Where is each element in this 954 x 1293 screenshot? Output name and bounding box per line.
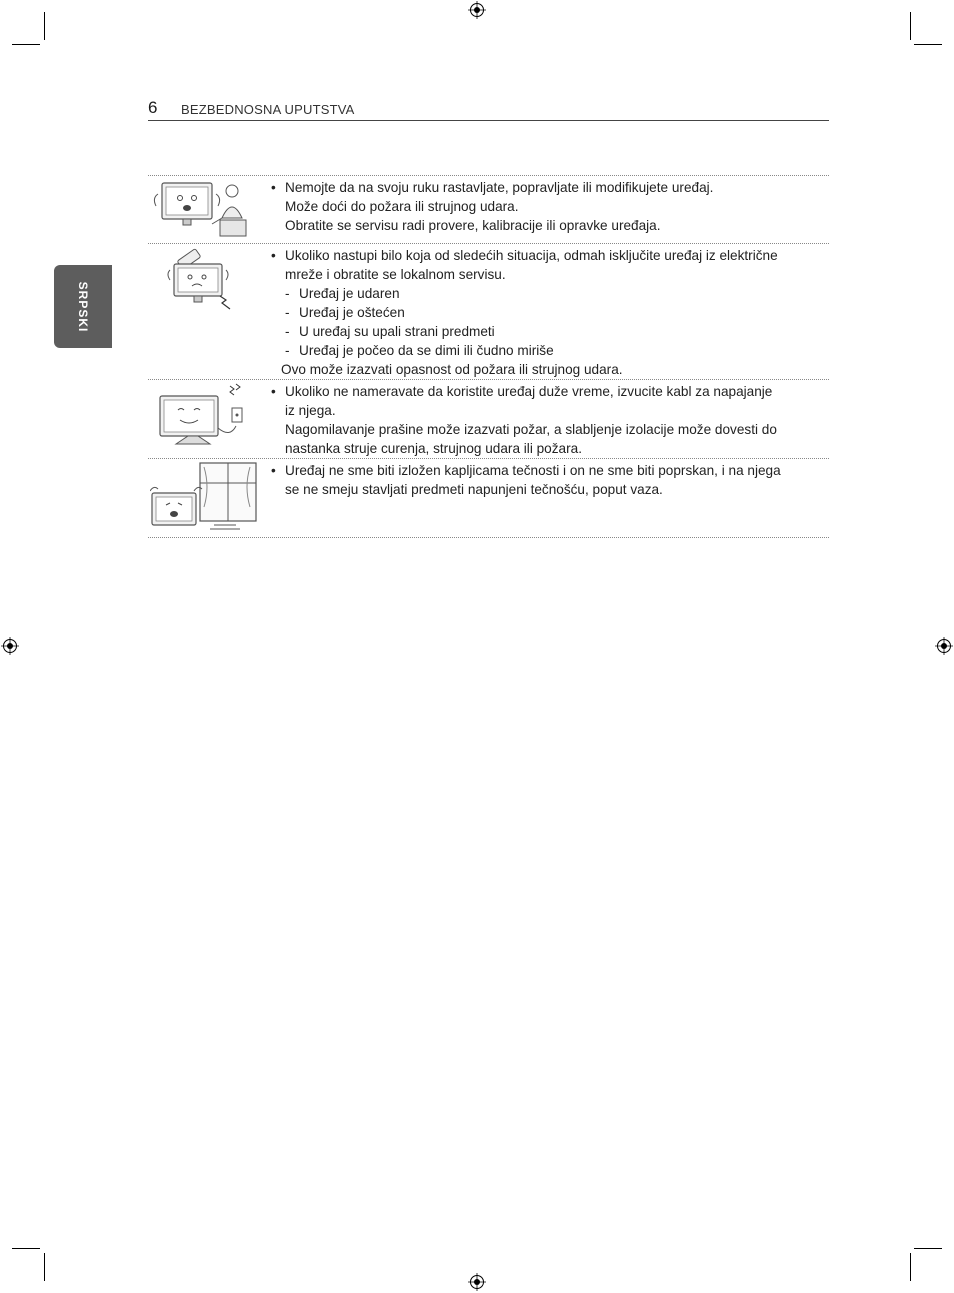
bullet-line: mreže i obratite se lokalnom servisu. (285, 267, 506, 282)
row-text (269, 459, 829, 503)
section-title: BEZBEDNOSNA UPUTSTVA (181, 102, 355, 117)
sub-item: - Uređaj je udaren (269, 284, 821, 303)
language-tab-label: SRPSKI (76, 281, 90, 332)
sub-item: - Uređaj je oštećen (269, 303, 821, 322)
crop-mark (44, 12, 45, 40)
bullet-item (269, 178, 821, 235)
crop-mark (914, 1248, 942, 1249)
crop-mark (910, 1253, 911, 1281)
bullet-line: • Nemojte da na svoju ruku rastavljate, popravljate ili modifikujete uređaj. (285, 180, 714, 195)
registration-mark-icon (468, 1, 486, 19)
registration-mark-icon (935, 637, 953, 655)
crop-mark (910, 12, 911, 40)
bullet-line: iz njega. (285, 403, 336, 418)
page-number: 6 (148, 98, 158, 117)
bullet-line: se ne smeju stavljati predmeti napunjeni tečnošću, poput vaza. (285, 482, 663, 497)
sub-item: - U uređaj su upali strani predmeti (269, 322, 821, 341)
bullet-line: • Ukoliko ne nameravate da koristite uređaj duže vreme, izvucite kabl za napajanje (285, 384, 773, 399)
language-tab (54, 265, 112, 348)
bullet-line: • Ukoliko nastupi bilo koja od sledećih situacija, odmah isključite uređaj iz električne (285, 248, 778, 263)
row-text (269, 176, 829, 239)
crop-mark (44, 1253, 45, 1281)
crop-mark (12, 44, 40, 45)
crop-mark (914, 44, 942, 45)
bullet-line: Obratite se servisu radi provere, kalibracije ili opravke uređaja. (285, 218, 661, 233)
safety-row (148, 244, 829, 380)
page-header (148, 98, 829, 121)
bullet-item (269, 461, 821, 499)
row-text (269, 244, 829, 383)
bullet-item (269, 382, 821, 458)
crop-mark (12, 1248, 40, 1249)
registration-mark-icon (468, 1273, 486, 1291)
row-note: Ovo može izazvati opasnost od požara ili strujnog udara. (281, 362, 623, 377)
tv-damaged-illustration-icon (150, 246, 260, 316)
tv-disassembly-illustration-icon (150, 178, 260, 240)
bullet-line: Može doći do požara ili strujnog udara. (285, 199, 519, 214)
bullet-item (269, 246, 821, 284)
safety-row (148, 380, 829, 459)
safety-instructions-table (148, 175, 829, 538)
tv-water-illustration-icon (150, 461, 260, 537)
bullet-line: • Uređaj ne sme biti izložen kapljicama tečnosti i on ne sme biti poprskan, i na njega (285, 463, 781, 478)
safety-row (148, 176, 829, 244)
row-text (269, 380, 829, 462)
sub-item: - Uređaj je počeo da se dimi ili čudno miriše (269, 341, 821, 360)
tv-unplug-illustration-icon (150, 382, 260, 452)
registration-mark-icon (1, 637, 19, 655)
bullet-line: Nagomilavanje prašine može izazvati požar, a slabljenje izolacije može dovesti do (285, 422, 777, 437)
safety-row (148, 459, 829, 538)
bullet-line: nastanka struje curenja, strujnog udara ili požara. (285, 441, 582, 456)
